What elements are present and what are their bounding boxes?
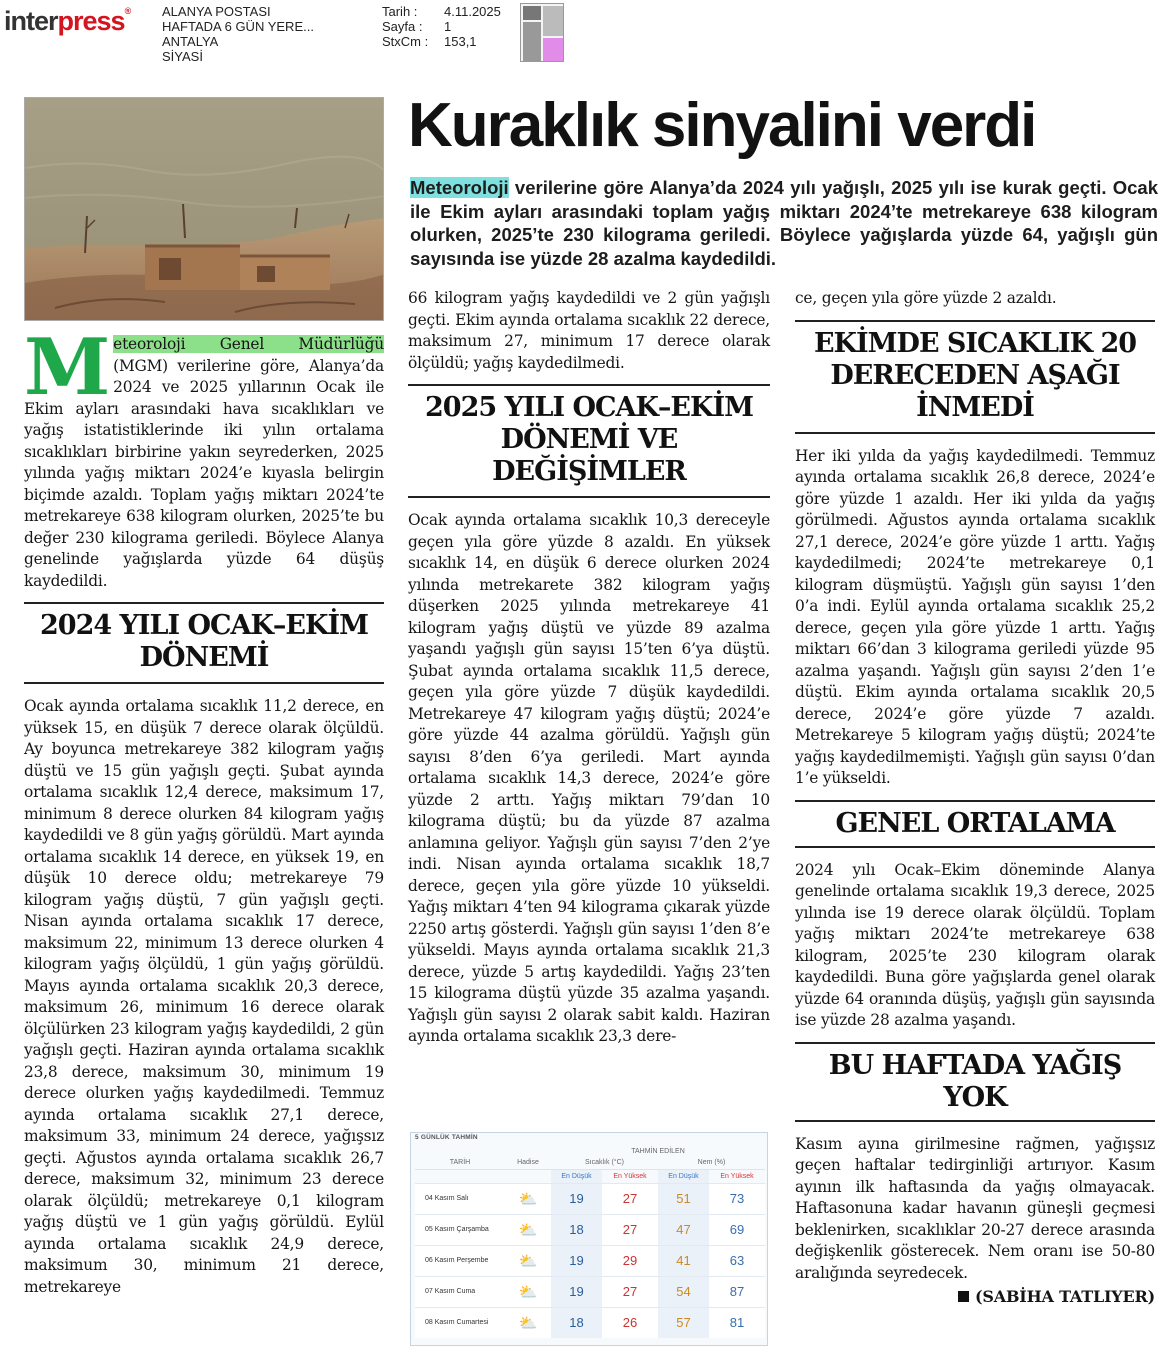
forecast-header: TAHMİN EDİLEN (631, 1147, 685, 1155)
forecast-row: 04 Kasım Salı ⛅ 19 27 51 73 (415, 1183, 765, 1214)
publication-info (162, 4, 314, 64)
drought-photo (24, 97, 384, 321)
subheading-2025: 2025 YILI OCAK–EKİM DÖNEMİ VE DEĞİŞİMLER (408, 384, 770, 498)
sun-cloud-icon: ⛅ (518, 1190, 538, 1208)
paragraph-hafta: Kasım ayına girilmesine rağmen, yağışsız geçen haftalar tedirginliği artırıyor. Kasım ayının ilk haftasında da yağış olmayacak. Haftasonuna kadar havanın güneşli geçmesi beklenirken, sıcaklıklar 20-27 derece arasında değişkenlik gösterecek. Nem oranı ise 50-80 aralığında seyredecek. (795, 1134, 1155, 1282)
sun-cloud-icon: ⛅ (518, 1252, 538, 1270)
humidity-low-header: En Düşük (658, 1169, 709, 1183)
clipping-meta: Tarih : 4.11.2025 Sayfa : 1 StxCm : 153,1 (382, 4, 501, 49)
publication-city: ANTALYA (162, 34, 219, 49)
subheading-2024: 2024 YILI OCAK–EKİM DÖNEMİ (24, 602, 384, 684)
paragraph-2025: Ocak ayında ortalama sıcaklık 10,3 dereceyle geçen yıla göre yüzde 8 azaldı. En yüksek sıcaklık 14, en düşük 6 derece olurken 2024 yılında metrekarete 382 kilogram yağış düşerken 2025 yılında metrekareye 41 kilogram yağış düştü ve yüzde 89 azalma yaşandı yağışlı gün sayısı 15’ten 6’ya düştü. Şubat ayında ortalama sıcaklık 11,5 derece, geçen yıla göre yüzde 7 düşük kaydedildi. Metrekareye 47 kilogram yağış düştü; 2024’e göre yüzde 44 azalma görüldü. Yağışlı gün sayısı 8’den 6’ya geriledi. Mart ayında ortalama sıcaklık 14,3 derece, 2024’e göre yüzde 2 arttı. Yağış miktarı 79’dan 10 kilograma düştü; bu da yüzde 87 azalma anlamına geliyor. Yağışlı gün sayısı 7’den 2’ye indi. Nisan ayında ortalama sıcaklık 18,7 derece, geçen yıla göre yüzde 10 yükseldi. Yağış miktarı 4’ten 94 kilograma çıkarak yüzde 2250 artış gösterdi. Yağışlı gün sayısı 1’den 8’e yükseldi. Mayıs ayında ortalama sıcaklık 21,3 derece, yüzde 5 artış kaydedildi. Yağış 23’ten 15 kilograma düştü yüzde 35 azalma yaşandı. Yağışlı gün sayısı 2 olarak sabit kaldı. Haziran ayında ortalama sıcaklık 23,3 dere- (408, 511, 770, 1045)
forecast-title: 5 GÜNLÜK TAHMİN (415, 1134, 478, 1141)
subheading-ekim: EKİMDE SICAKLIK 20 DERECEDEN AŞAĞI İNMEDİ (795, 320, 1155, 434)
intro-paragraph: Meteoroloji Genel Müdürlüğü (MGM) verilerine göre, Alanya’da 2024 ve 2025 yıllarının Ocak ile Ekim ayları arasındaki hava sıcaklıkları ve yağış istatistiklerinde iki yılın ortalama sıcaklıkları birbirine yakın seyrederken, 2025 yılında yağış miktarı 2024’e kıyasla belirgin biçimde azaldı. Toplam yağış miktarı 2024’te metrekareye 638 kilogram olurken, 2025’te bu değer 230 kilograma geriledi. Böylece Alanya genelinde yağışlarda yüzde 64 düşüş kaydedildi. (24, 322, 384, 590)
intro-highlight: eteoroloji Genel Müdürlüğü (113, 335, 384, 353)
sun-cloud-icon: ⛅ (518, 1314, 538, 1332)
col-humidity: Nem (%) (658, 1157, 765, 1169)
paragraph-ekim: Her iki yılda da yağış kaydedilmedi. Temmuz ayında ortalama sıcaklık 26,8 derece, 2024’e göre yüzde 1 azaldı. Her iki yılda da yağış görülmedi. Ağustos ayında ortalama sıcaklık 27,1 derece, 2024’e göre yüzde 1 arttı. Yağış kaydedilmedi; 2024’te metrekareye 0,1 kilogram düşmüştü. Yağışlı gün sayısı 1’den 0’a indi. Eylül ayında ortalama sıcaklık 25,2 derece, geçen yıla göre yüzde 1 arttı. Yağış miktarı 66’dan 3 kilograma geriledi yüzde 95 azalma yaşandı. Yağışlı gün sayısı 2’den 1’e düştü. Ekim ayında ortalama sıcaklık 20,5 derece, 2024’e göre yüzde 7 azaldı. Metrekareye 5 kilogram yağış düştü; 2024’te yağış kaydedilmemişti. Yağışlı gün sayısı 0’dan 1’e yükseldi. (795, 446, 1155, 787)
subheading-genel: GENEL ORTALAMA (795, 800, 1155, 848)
article-column-1 (24, 322, 384, 1298)
brand-logo: interpress® (4, 6, 131, 36)
col-date: TARİH (415, 1157, 505, 1169)
weather-forecast-table (410, 1132, 768, 1346)
forecast-row: 06 Kasım Perşembe ⛅ 19 29 41 63 (415, 1245, 765, 1276)
publication-name: ALANYA POSTASI (162, 4, 271, 19)
byline: (SABİHA TATLIYER) (795, 1286, 1155, 1308)
publication-category: SİYASİ (162, 49, 203, 64)
paragraph-2024-continued: 66 kilogram yağış kaydedildi ve 2 gün yağışlı geçti. Ekim ayında ortalama sıcaklık 22 derece, maksimum 27, minimum 17 derece olarak ölçüldü; yağış kaydedilmedi. (408, 289, 770, 372)
clipping-date: 4.11.2025 (444, 4, 501, 19)
subheading-hafta: BU HAFTADA YAĞIŞ YOK (795, 1042, 1155, 1122)
article-column-3 (795, 288, 1155, 1308)
temp-low-header: En Düşük (551, 1169, 602, 1183)
forecast-row: 07 Kasım Cuma ⛅ 19 27 54 87 (415, 1276, 765, 1307)
lead-paragraph: Meteoroloji verilerine göre Alanya’da 2024 yılı yağışlı, 2025 yılı ise kurak geçti. Ocak ile Ekim ayları arasındaki toplam yağış miktarı 2024’te metrekareye 638 kilogram olurken, 2025’te 230 kilograma geriledi. Böylece yağışlarda yüzde 64, yağışlı gün sayısında ise yüzde 28 azalma kaydedildi. (410, 177, 1158, 269)
forecast-row: 08 Kasım Cumartesi ⛅ 18 26 57 81 (415, 1307, 765, 1338)
article-column-2 (408, 288, 770, 1048)
headline: Kuraklık sinyalini verdi (408, 91, 1036, 160)
sun-cloud-icon: ⛅ (518, 1283, 538, 1301)
paragraph-genel: 2024 yılı Ocak–Ekim döneminde Alanya genelinde ortalama sıcaklık 19,3 derece, 2025 yılında ise 19 derece olarak ölçüldü. Toplam yağış miktarı 2024’te metrekareye 638 kilogram, 2025’te 230 kilogram olarak kaydedildi. Buna göre yağışlarda genel olarak yüzde 64 oranında düşüş, yağışlı gün sayısında ise yüzde 28 azalma yaşandı. (795, 860, 1155, 1029)
dry-reservoir-image (25, 98, 384, 321)
dropcap: M (24, 322, 111, 413)
lead-highlight: Meteoroloji (410, 177, 509, 198)
publication-frequency: HAFTADA 6 GÜN YERE... (162, 19, 314, 34)
page-thumbnail[interactable] (520, 3, 564, 62)
humidity-high-header: En Yüksek (720, 1172, 754, 1180)
paragraph-2025-continued: ce, geçen yıla göre yüzde 2 azaldı. (795, 289, 1057, 307)
col-temperature: Sıcaklık (°C) (551, 1157, 658, 1169)
paragraph-2024: Ocak ayında ortalama sıcaklık 11,2 derece, en yüksek 15, en düşük 7 derece olarak ölçüldü. Ay boyunca metrekareye 382 kilogram yağış düştü ve 15 gün yağışlı geçti. Şubat ayında ortalama sıcaklık 12,4 derece, maksimum 17, minimum 8 derece olurken 84 kilogram yağış kaydedildi ve 8 gün yağış görüldü. Mart ayında ortalama sıcaklık 14 derece, en yüksek 19, en düşük 10 derece oldu; metrekareye 79 kilogram yağış düştü, 7 gün yağışlı geçti. Nisan ayında ortalama sıcaklık 17 derece, maksimum 22, minimum 13 derece olurken 4 kilogram yağış ölçüldü, 1 gün yağış görüldü. Mayıs ayında ortalama sıcaklık 20,3 derece, maksimum 26, minimum 16 derece olarak ölçülürken 23 kilogram yağış kaydedildi, 2 gün yağışlı geçti. Haziran ayında ortalama sıcaklık 23,8 derece, maksimum 30, minimum 19 derece olurken yağış kaydedilmedi. Temmuz ayında ortalama sıcaklık 27,1 derece, maksimum 33, minimum 24 derece, yağışsız geçti. Ağustos ayında ortalama sıcaklık 26,7 derece, maksimum 32, minimum 23 derece olarak ölçüldü; metrekareye 0,1 kilogram yağış düştü ve 1 gün yağış görüldü. Eylül ayında ortalama sıcaklık 24,9 derece, maksimum 30, minimum 21 derece, metrekareye (24, 697, 384, 1296)
forecast-row: 05 Kasım Çarşamba ⛅ 18 27 47 69 (415, 1214, 765, 1245)
temp-high-header: En Yüksek (613, 1172, 647, 1180)
clipping-stxcm: 153,1 (444, 34, 477, 49)
clipping-page: 1 (444, 19, 452, 34)
forecast-grid (415, 1145, 765, 1338)
col-event: Hadise (505, 1157, 551, 1169)
sun-cloud-icon: ⛅ (518, 1221, 538, 1239)
square-bullet-icon (958, 1291, 969, 1302)
